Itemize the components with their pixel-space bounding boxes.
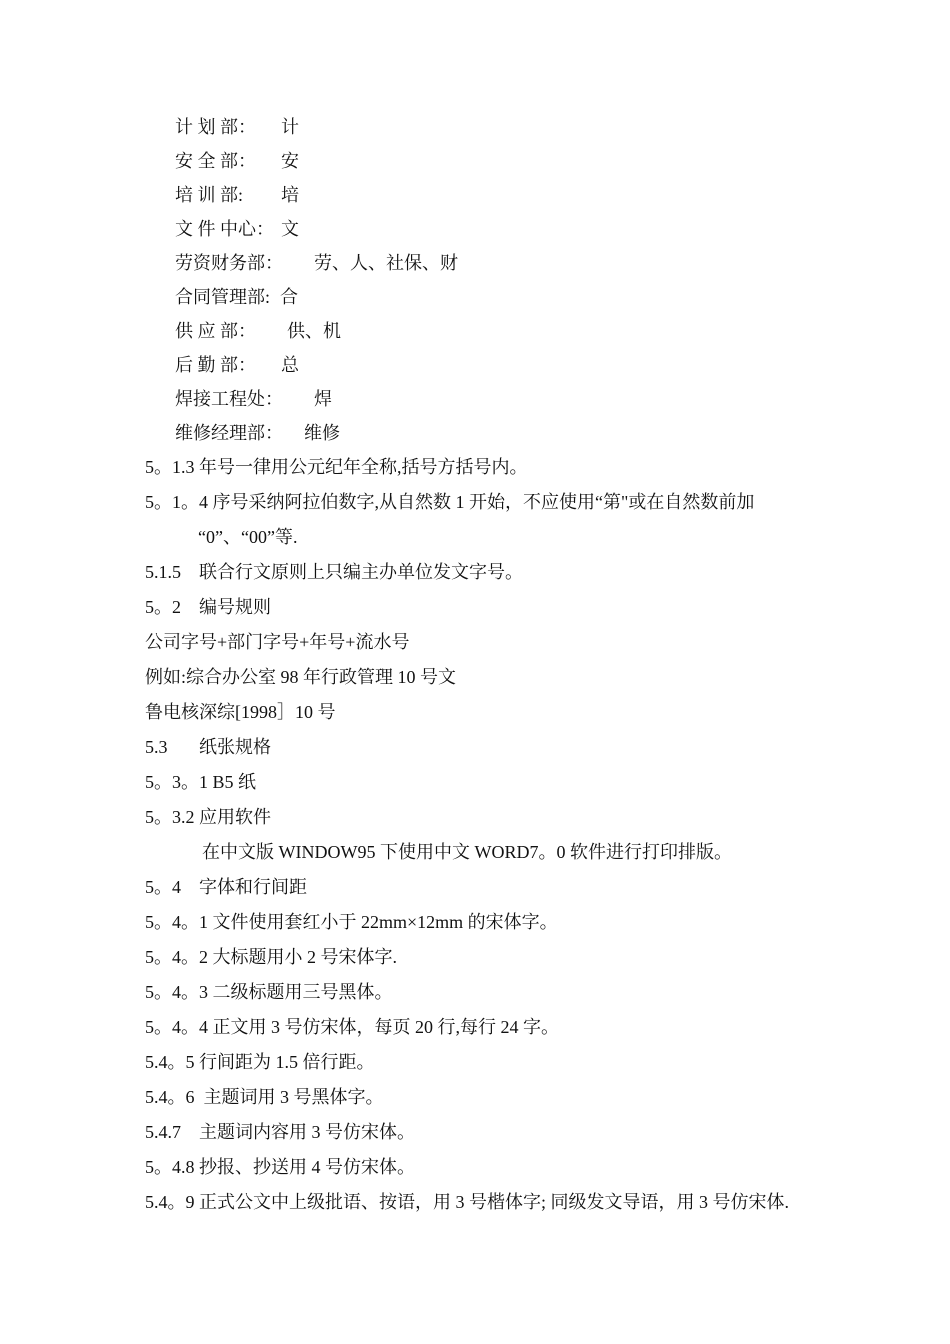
dept-label-training: 培 训 部: (175, 185, 244, 205)
clause-5-1-4-continued: “0”、“00”等. (198, 527, 298, 547)
dept-code-maintenance: 维修 (304, 423, 340, 443)
dept-code-supply: 供、机 (287, 321, 341, 341)
numbering-formula: 公司字号+部门字号+年号+流水号 (145, 632, 410, 652)
clause-5-1-5: 5.1.5 联合行文原则上只编主办单位发文字号。 (145, 562, 523, 582)
dept-code-labor-finance: 劳、人、社保、财 (314, 253, 458, 273)
dept-label-supply: 供 应 部： (175, 321, 256, 341)
clause-5-4-3: 5。4。3 二级标题用三号黑体。 (145, 982, 393, 1002)
dept-code-planning: 计 (281, 117, 299, 137)
dept-label-docs: 文 件 中心： (175, 219, 274, 239)
dept-code-contract: 合 (280, 287, 298, 307)
numbering-example: 例如:综合办公室 98 年行政管理 10 号文 (145, 667, 456, 687)
section-5-4-heading: 5。4 字体和行间距 (145, 877, 307, 897)
clause-5-3-1: 5。3。1 B5 纸 (145, 772, 257, 792)
dept-label-logistics: 后 勤 部： (175, 355, 256, 375)
clause-5-4-4: 5。4。4 正文用 3 号仿宋体，每页 20 行,每行 24 字。 (145, 1017, 559, 1037)
clause-5-1-3: 5。1.3 年号一律用公元纪年全称,括号方括号内。 (145, 457, 528, 477)
dept-label-safety: 安 全 部： (175, 151, 256, 171)
dept-label-planning: 计 划 部： (175, 117, 256, 137)
section-5-3-heading: 5.3 纸张规格 (145, 737, 271, 757)
clause-5-3-2: 5。3.2 应用软件 (145, 807, 271, 827)
dept-label-welding: 焊接工程处： (175, 389, 283, 409)
clause-5-4-1: 5。4。1 文件使用套红小于 22mm×12mm 的宋体字。 (145, 912, 558, 932)
clause-5-4-2: 5。4。2 大标题用小 2 号宋体字. (145, 947, 397, 967)
numbering-example-code: 鲁电核深综[1998］10 号 (145, 702, 336, 722)
dept-label-maintenance: 维修经理部： (175, 423, 283, 443)
section-5-2-heading: 5。2 编号规则 (145, 597, 271, 617)
dept-label-labor-finance: 劳资财务部： (175, 253, 283, 273)
dept-code-logistics: 总 (281, 355, 299, 375)
dept-code-welding: 焊 (314, 389, 332, 409)
clause-5-4-7: 5.4.7 主题词内容用 3 号仿宋体。 (145, 1122, 415, 1142)
clause-5-1-4: 5。1。4 序号采纳阿拉伯数字,从自然数 1 开始，不应使用“第"或在自然数前加 (145, 492, 755, 512)
clause-5-3-2-body: 在中文版 WINDOW95 下使用中文 WORD7。0 软件进行打印排版。 (202, 842, 732, 862)
clause-5-4-8: 5。4.8 抄报、抄送用 4 号仿宋体。 (145, 1157, 415, 1177)
dept-code-training: 培 (281, 185, 299, 205)
clause-5-4-9: 5.4。9 正式公文中上级批语、按语，用 3 号楷体字; 同级发文导语，用 3 号仿宋体. (145, 1192, 789, 1212)
clause-5-4-6: 5.4。6 主题词用 3 号黑体字。 (145, 1087, 384, 1107)
dept-code-docs: 文 (281, 219, 299, 239)
clause-5-4-5: 5.4。5 行间距为 1.5 倍行距。 (145, 1052, 375, 1072)
dept-code-safety: 安 (281, 151, 299, 171)
dept-label-contract: 合同管理部: (175, 287, 271, 307)
